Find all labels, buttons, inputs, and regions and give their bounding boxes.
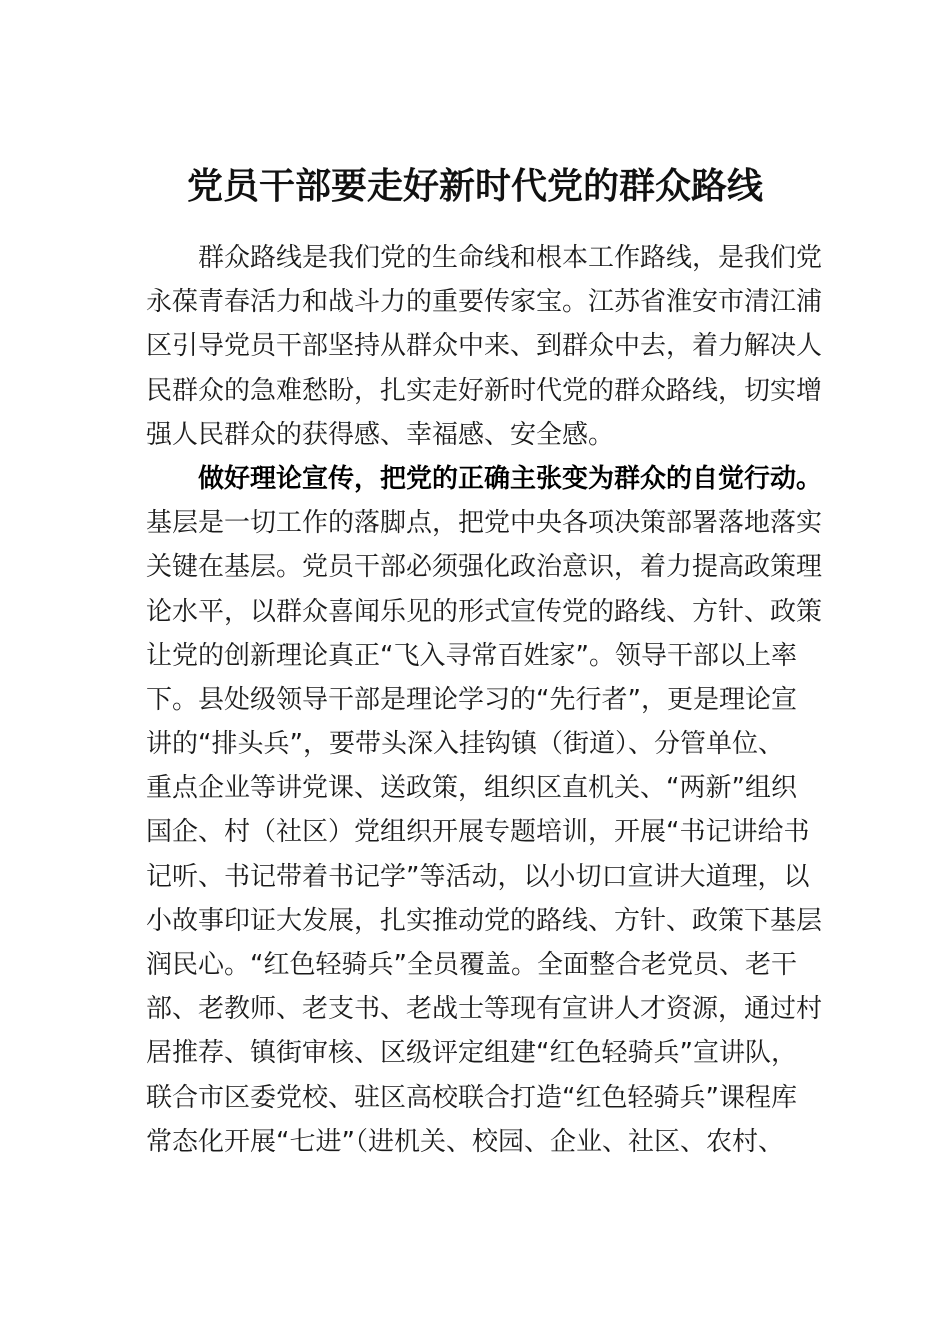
- paragraph-2-line: 润民心。“红色轻骑兵”全员覆盖。全面整合老党员、老干: [146, 950, 797, 980]
- paragraph-2-line: 居推荐、镇街审核、区级评定组建“红色轻骑兵”宣讲队，: [146, 1038, 797, 1069]
- paragraph-2-line: 关键在基层。党员干部必须强化政治意识，着力提高政策理: [146, 552, 823, 583]
- document-title: 党员干部要走好新时代党的群众路线: [186, 165, 763, 207]
- paragraph-2-line: 重点企业等讲党课、送政策，组织区直机关、“两新”组织: [146, 773, 797, 804]
- paragraph-2-line: 小故事印证大发展，扎实推动党的路线、方针、政策下基层: [146, 905, 823, 936]
- paragraph-2-line: 下。县处级领导干部是理论学习的“先行者”，更是理论宣: [146, 684, 797, 715]
- paragraph-2-line: 记听、书记带着书记学”等活动，以小切口宣讲大道理，以: [146, 861, 810, 892]
- paragraph-2-line: 论水平，以群众喜闻乐见的形式宣传党的路线、方针、政策: [146, 596, 823, 627]
- document-body: [146, 236, 823, 1164]
- paragraph-2-line: 部、老教师、老支书、老战士等现有宣讲人才资源，通过村: [146, 994, 823, 1025]
- paragraph-2-line: 联合市区委党校、驻区高校联合打造“红色轻骑兵”课程库: [146, 1082, 797, 1113]
- paragraph-1-line: 民群众的急难愁盼，扎实走好新时代党的群众路线，切实增: [146, 375, 823, 406]
- paragraph-2-line: 常态化开展“七进”（进机关、校园、企业、社区、农村、: [146, 1126, 784, 1157]
- paragraph-1-line: 区引导党员干部坚持从群众中来、到群众中去，着力解决人: [146, 331, 823, 362]
- paragraph-1-line: 强人民群众的获得感、幸福感、安全感。: [146, 419, 615, 450]
- paragraph-2-line: 讲的“排头兵”，要带头深入挂钩镇（街道）、分管单位、: [146, 729, 784, 760]
- paragraph-2-line: 基层是一切工作的落脚点，把党中央各项决策部署落地落实: [146, 508, 823, 539]
- paragraph-2-heading: 做好理论宣传，把党的正确主张变为群众的自觉行动。: [198, 463, 823, 494]
- paragraph-1-line: 永葆青春活力和战斗力的重要传家宝。江苏省淮安市清江浦: [146, 287, 823, 318]
- paragraph-2-line: 国企、村（社区）党组织开展专题培训，开展“书记讲给书: [146, 817, 810, 848]
- paragraph-2-line: 让党的创新理论真正“飞入寻常百姓家”。领导干部以上率: [146, 640, 797, 671]
- paragraph-1-line: 群众路线是我们党的生命线和根本工作路线，是我们党: [198, 243, 823, 273]
